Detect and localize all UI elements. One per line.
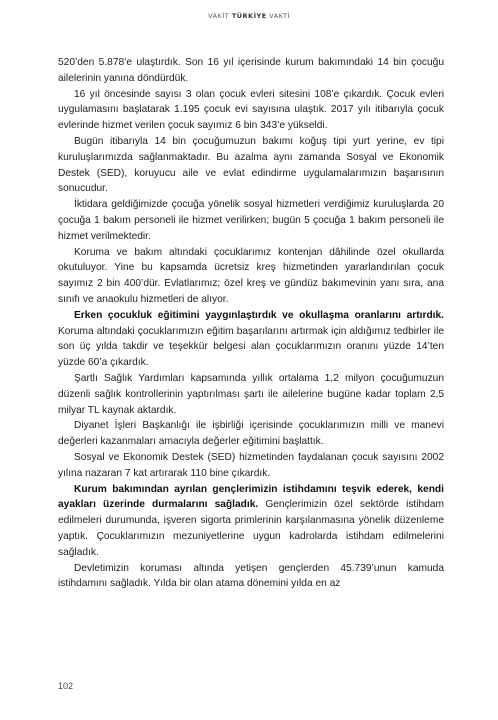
paragraph: İktidara geldiğimizde çocuğa yönelik sosyal hizmetleri verdiğimiz kuruluşlarda 20 çocuğa 1 bakım personeli ile hizmet verilirken; bugün 5 çocuğa 1 bakım personeli ile hizmet verilmektedir.	[58, 199, 444, 242]
paragraph: 520’den 5.878’e ulaştırdık. Son 16 yıl içerisinde kurum bakımındaki 14 bin çocuğu ailelerinin yanına döndürdük.	[58, 57, 444, 84]
header-center: TÜRKİYE	[231, 12, 267, 20]
paragraph: Kurum bakımından ayrılan gençlerimizin istihdamını teşvik ederek, kendi ayakları üzerinde durmalarını sağladık. Gençlerimizin özel sektörde istihdam edilmeleri durumunda, işveren sigorta primlerinin karşılanmasına yönelik düzenleme yaptık. Çocuklarımızın mezuniyetlerine uygun kadrolarda istihdam edilmelerini sağladık.	[58, 483, 444, 558]
body-text	[58, 55, 444, 592]
running-header	[0, 12, 498, 20]
paragraph: Şartlı Sağlık Yardımları kapsamında yıllık ortalama 1,2 milyon çocuğumuzun düzenli sağlık kontrollerinin yaptırılması şartı ile ailelerine bugüne kadar toplam 2,5 milyar TL kaynak aktardık.	[58, 372, 444, 416]
header-left: VAKİT	[208, 12, 232, 20]
paragraph: 16 yıl öncesinde sayısı 3 olan çocuk evleri sitesini 108’e çıkardık. Çocuk evleri uygulamasını başlatarak 1.195 çocuk evi sayısına ulaştık. 2017 yılı itibarıyla çocuk evlerinde hizmet verilen çocuk sayımız 6 bin 343’e yükseldi.	[58, 88, 444, 132]
paragraph: Diyanet İşleri Başkanlığı ile işbirliği içerisinde çocuklarımızın milli ve manevi değerleri kazanmaları amacıyla değerler eğitimini başlattık.	[58, 420, 444, 448]
header-right: VAKTİ	[266, 12, 290, 20]
paragraph: Erken çocukluk eğitimini yaygınlaştırdık ve okullaşma oranlarını artırdık. Koruma altındaki çocuklarımızın eğitim başarılarını artırmak için aldığımız tedbirler ile son üç yılda takdir ve teşekkür belgesi alan çocuklarımızın oranını yüzde 14’ten yüzde 60’a çıkardık.	[58, 309, 444, 369]
paragraph: Sosyal ve Ekonomik Destek (SED) hizmetinden faydalanan çocuk sayısını 2002 yılına nazaran 7 kat artırarak 110 bine çıkardık.	[58, 451, 444, 479]
paragraph: Devletimizin koruması altında yetişen gençlerden 45.739’unun kamuda istihdamını sağladık. Yılda bir olan atama dönemini yılda en az	[58, 562, 444, 590]
paragraph: Bugün itibarıyla 14 bin çocuğumuzun bakımı koğuş tipi yurt yerine, ev tipi kuruluşlarımızda sağlanmaktadır. Bu azalma aynı zamanda Sosyal ve Ekonomik Destek (SED), koruyucu aile ve evlat edindirme uygulamalarımızın başarısının sonucudur.	[58, 135, 444, 195]
page-number: 102	[58, 681, 74, 691]
paragraph: Koruma ve bakım altındaki çocuklarımız kontenjan dâhilinde özel okullarda okutuluyor. Yine bu kapsamda ücretsiz kreş hizmetinden yararlandırılan çocuk sayımız 2 bin 400’dür. Evlatlarımız; özel kreş ve gündüz bakımevinin yanı sıra, ana sınıfı ve anaokulu hizmetleri de alıyor.	[58, 246, 444, 305]
